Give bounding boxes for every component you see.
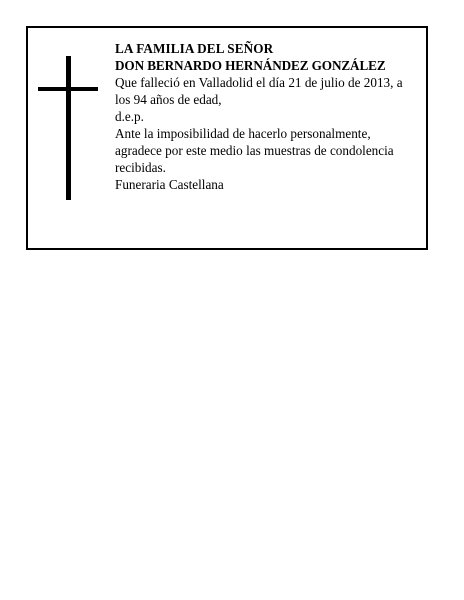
notice-thanks: Ante la imposibilidad de hacerlo personalmente, agradece por este medio las muestras de condolencia recibidas. [115, 126, 394, 175]
cross-horizontal-bar [38, 87, 98, 91]
notice-heading-name: DON BERNARDO HERNÁNDEZ GONZÁLEZ [115, 58, 386, 73]
notice-death-details: Que falleció en Valladolid el día 21 de julio de 2013, a los 94 años de edad, [115, 75, 403, 107]
notice-heading-family: LA FAMILIA DEL SEÑOR [115, 41, 274, 56]
notice-signature: Funeraria Castellana [115, 177, 224, 192]
obituary-notice [26, 26, 428, 250]
notice-text [115, 40, 420, 193]
cross-vertical-bar [66, 56, 71, 200]
cross-icon [38, 56, 98, 200]
notice-rip: d.e.p. [115, 109, 144, 124]
